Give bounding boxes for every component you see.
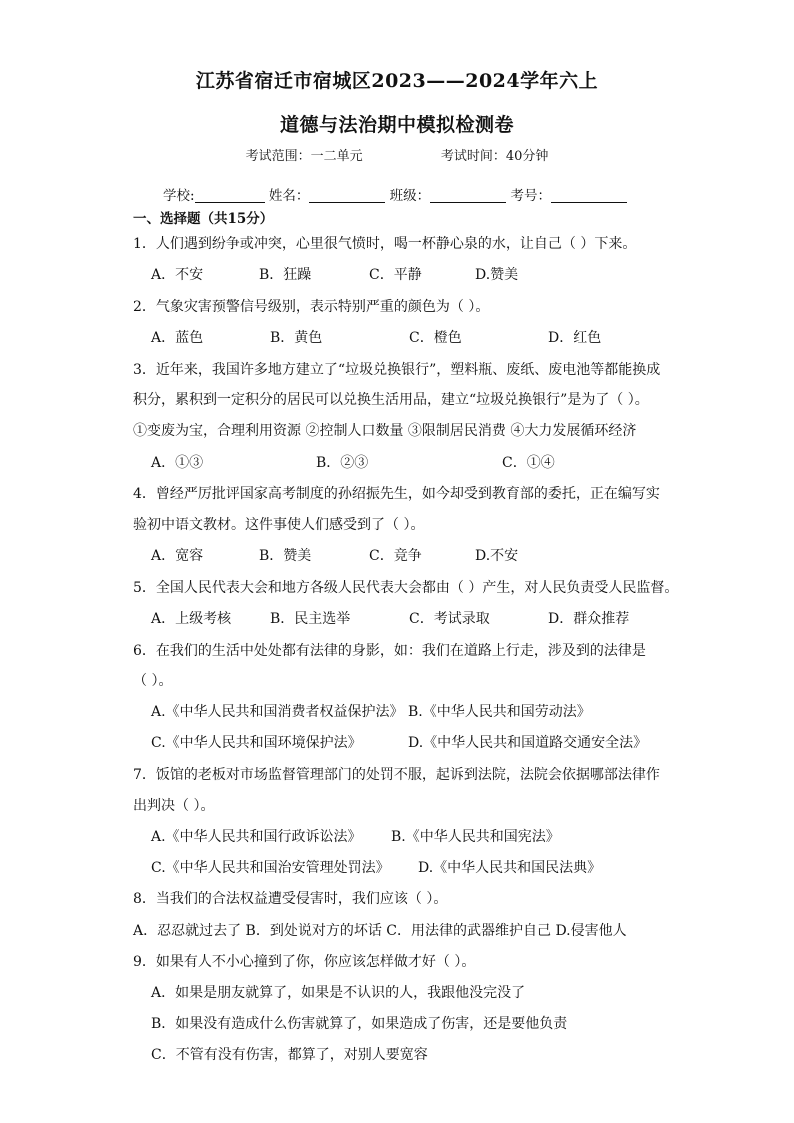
- question-2: 2．气象灾害预警信号级别，表示特别严重的颜色为（ ）。: [133, 299, 490, 315]
- option-b: B.《中华人民共和国宪法》: [391, 829, 560, 845]
- name-label: 姓名：: [268, 188, 310, 204]
- exam-time: 考试时间：40分钟: [440, 149, 549, 164]
- option-d: D.不安: [475, 548, 519, 564]
- option-a: A．上级考核: [151, 611, 232, 627]
- question-7-line1: 7．饭馆的老板对市场监督管理部门的处罚不服，起诉到法院，法院会依据哪部法律作: [133, 767, 660, 783]
- number-blank[interactable]: [551, 188, 627, 203]
- school-blank[interactable]: [195, 188, 265, 203]
- question-9-option-b: B．如果没有造成什么伤害就算了，如果造成了伤害，还是要他负责: [151, 1016, 568, 1032]
- question-6-line2: （ ）。: [133, 673, 173, 689]
- option-c: C．考试录取: [409, 611, 490, 627]
- class-label: 班级：: [389, 188, 431, 204]
- question-6-line1: 6．在我们的生活中处处都有法律的身影，如：我们在道路上行走，涉及到的法律是: [133, 643, 646, 659]
- section-heading: 一、选择题（共15分）: [133, 211, 274, 227]
- option-d: D.赞美: [475, 267, 519, 283]
- option-d: D.《中华人民共和国道路交通安全法》: [408, 735, 648, 751]
- name-blank[interactable]: [309, 188, 385, 203]
- option-a: A.《中华人民共和国消费者权益保护法》: [151, 704, 404, 720]
- option-a: A．不安: [151, 267, 204, 283]
- option-a: A．①③: [151, 455, 204, 471]
- question-4-line2: 验初中语文教材。这件事使人们感受到了（ ）。: [133, 517, 425, 533]
- option-b: B．民主选举: [270, 611, 351, 627]
- question-5: 5．全国人民代表大会和地方各级人民代表大会都由（ ）产生，对人民负责受人民监督。: [133, 580, 679, 596]
- option-b: B．②③: [316, 455, 369, 471]
- option-b: B．黄色: [270, 330, 323, 346]
- option-d: D．群众推荐: [548, 611, 630, 627]
- option-a: A．蓝色: [151, 330, 204, 346]
- question-3-line2: 积分，累积到一定积分的居民可以兑换生活用品，建立“垃圾兑换银行”是为了（ ）。: [133, 392, 649, 408]
- question-1: 1．人们遇到纷争或冲突，心里很气愤时，喝一杯静心泉的水，让自己（ ）下来。: [133, 236, 637, 252]
- option-b: B.《中华人民共和国劳动法》: [408, 704, 591, 720]
- option-a: A.《中华人民共和国行政诉讼法》: [151, 829, 362, 845]
- exam-title-line2: 道德与法治期中模拟检测卷: [279, 114, 514, 136]
- question-4-line1: 4．曾经严厉批评国家高考制度的孙绍振先生，如今却受到教育部的委托，正在编写实: [133, 486, 660, 502]
- question-3-line1: 3．近年来，我国许多地方建立了“垃圾兑换银行”，塑料瓶、废纸、废电池等都能换成: [133, 362, 661, 378]
- question-9-option-a: A．如果是朋友就算了，如果是不认识的人，我跟他没完没了: [151, 985, 526, 1001]
- option-c: C.《中华人民共和国治安管理处罚法》: [151, 860, 390, 876]
- question-9: 9．如果有人不小心撞到了你，你应该怎样做才好（ ）。: [133, 954, 476, 970]
- question-3-line3: ①变废为宝，合理利用资源 ②控制人口数量 ③限制居民消费 ④大力发展循环经济: [133, 423, 637, 439]
- question-9-option-c: C．不管有没有伤害，都算了，对别人要宽容: [151, 1047, 428, 1063]
- student-info: [163, 184, 627, 204]
- school-label: 学校:: [163, 188, 195, 204]
- option-d: D.《中华人民共和国民法典》: [418, 860, 602, 876]
- exam-meta: [0, 145, 794, 164]
- option-c: C.《中华人民共和国环境保护法》: [151, 735, 362, 751]
- option-c: C．①④: [502, 455, 555, 471]
- option-c: C．竞争: [369, 548, 422, 564]
- option-b: B．狂躁: [259, 267, 312, 283]
- question-8: 8．当我们的合法权益遭受侵害时，我们应该（ ）。: [133, 891, 448, 907]
- question-8-options: A．忍忍就过去了 B．到处说对方的坏话 C．用法律的武器维护自己 D.侵害他人: [133, 923, 627, 939]
- option-b: B．赞美: [259, 548, 312, 564]
- class-blank[interactable]: [430, 188, 506, 203]
- exam-scope: 考试范围：一二单元: [245, 149, 363, 164]
- option-a: A．宽容: [151, 548, 204, 564]
- number-label: 考号：: [510, 188, 551, 204]
- option-c: C．橙色: [409, 330, 462, 346]
- option-c: C．平静: [369, 267, 422, 283]
- option-d: D．红色: [548, 330, 602, 346]
- question-7-line2: 出判决（ ）。: [133, 798, 215, 814]
- exam-title-line1: 江苏省宿迁市宿城区2023——2024学年六上: [195, 70, 599, 92]
